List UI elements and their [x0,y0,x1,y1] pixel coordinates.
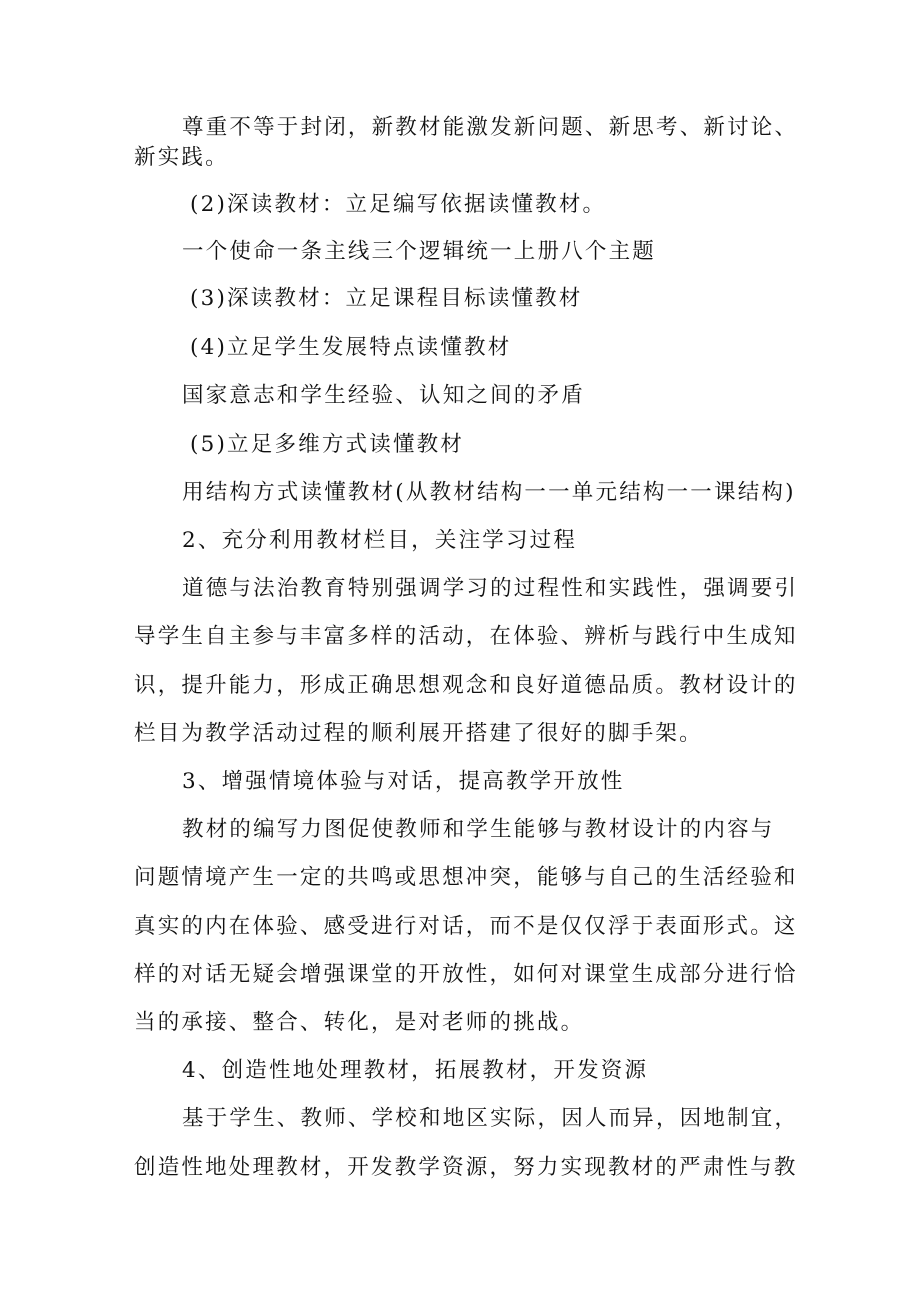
section-heading: 4、创造性地处理教材，拓展教材，开发资源 [182,1058,649,1083]
paragraph-line: 创造性地处理教材，开发教学资源，努力实现教材的严肃性与教 [134,1155,798,1180]
paragraph-line: (5)立足多维方式读懂教材 [190,432,465,457]
paragraph-line: 当的承接、整合、转化，是对老师的挑战。 [134,1010,585,1035]
paragraph-line: 用结构方式读懂教材(从教材结构一一单元结构一一课结构) [182,480,796,505]
paragraph-line: (3)深读教材：立足课程目标读懂教材 [190,286,583,311]
paragraph-line: 尊重不等于封闭，新教材能激发新问题、新思考、新讨论、 [182,115,799,140]
paragraph-line: 国家意志和学生经验、认知之间的矛盾 [182,383,585,408]
paragraph-line: 新实践。 [134,145,229,170]
paragraph-line: 道德与法治教育特别强调学习的过程性和实践性，强调要引 [182,576,799,601]
paragraph-line: 一个使命一条主线三个逻辑统一上册八个主题 [182,239,657,264]
paragraph-line: 教材的编写力图促使教师和学生能够与教材设计的内容与 [182,817,775,842]
paragraph-line: 导学生自主参与丰富多样的活动，在体验、辨析与践行中生成知 [134,624,798,649]
section-heading: 3、增强情境体验与对话，提高教学开放性 [182,769,625,794]
paragraph-line: 样的对话无疑会增强课堂的开放性，如何对课堂生成部分进行恰 [134,962,798,987]
paragraph-line: 问题情境产生一定的共鸣或思想冲突，能够与自己的生活经验和 [134,865,798,890]
paragraph-line: (2)深读教材：立足编写依据读懂教材。 [190,192,607,217]
section-heading: 2、充分利用教材栏目，关注学习过程 [182,528,578,553]
paragraph-line: 真实的内在体验、感受进行对话，而不是仅仅浮于表面形式。这 [134,914,798,939]
paragraph-line: 基于学生、教师、学校和地区实际，因人而异，因地制宜， [182,1106,799,1131]
paragraph-line: 栏目为教学活动过程的顺利展开搭建了很好的脚手架。 [134,721,703,746]
paragraph-line: (4)立足学生发展特点读懂教材 [190,335,512,360]
paragraph-line: 识，提升能力，形成正确思想观念和良好道德品质。教材设计的 [134,673,798,698]
